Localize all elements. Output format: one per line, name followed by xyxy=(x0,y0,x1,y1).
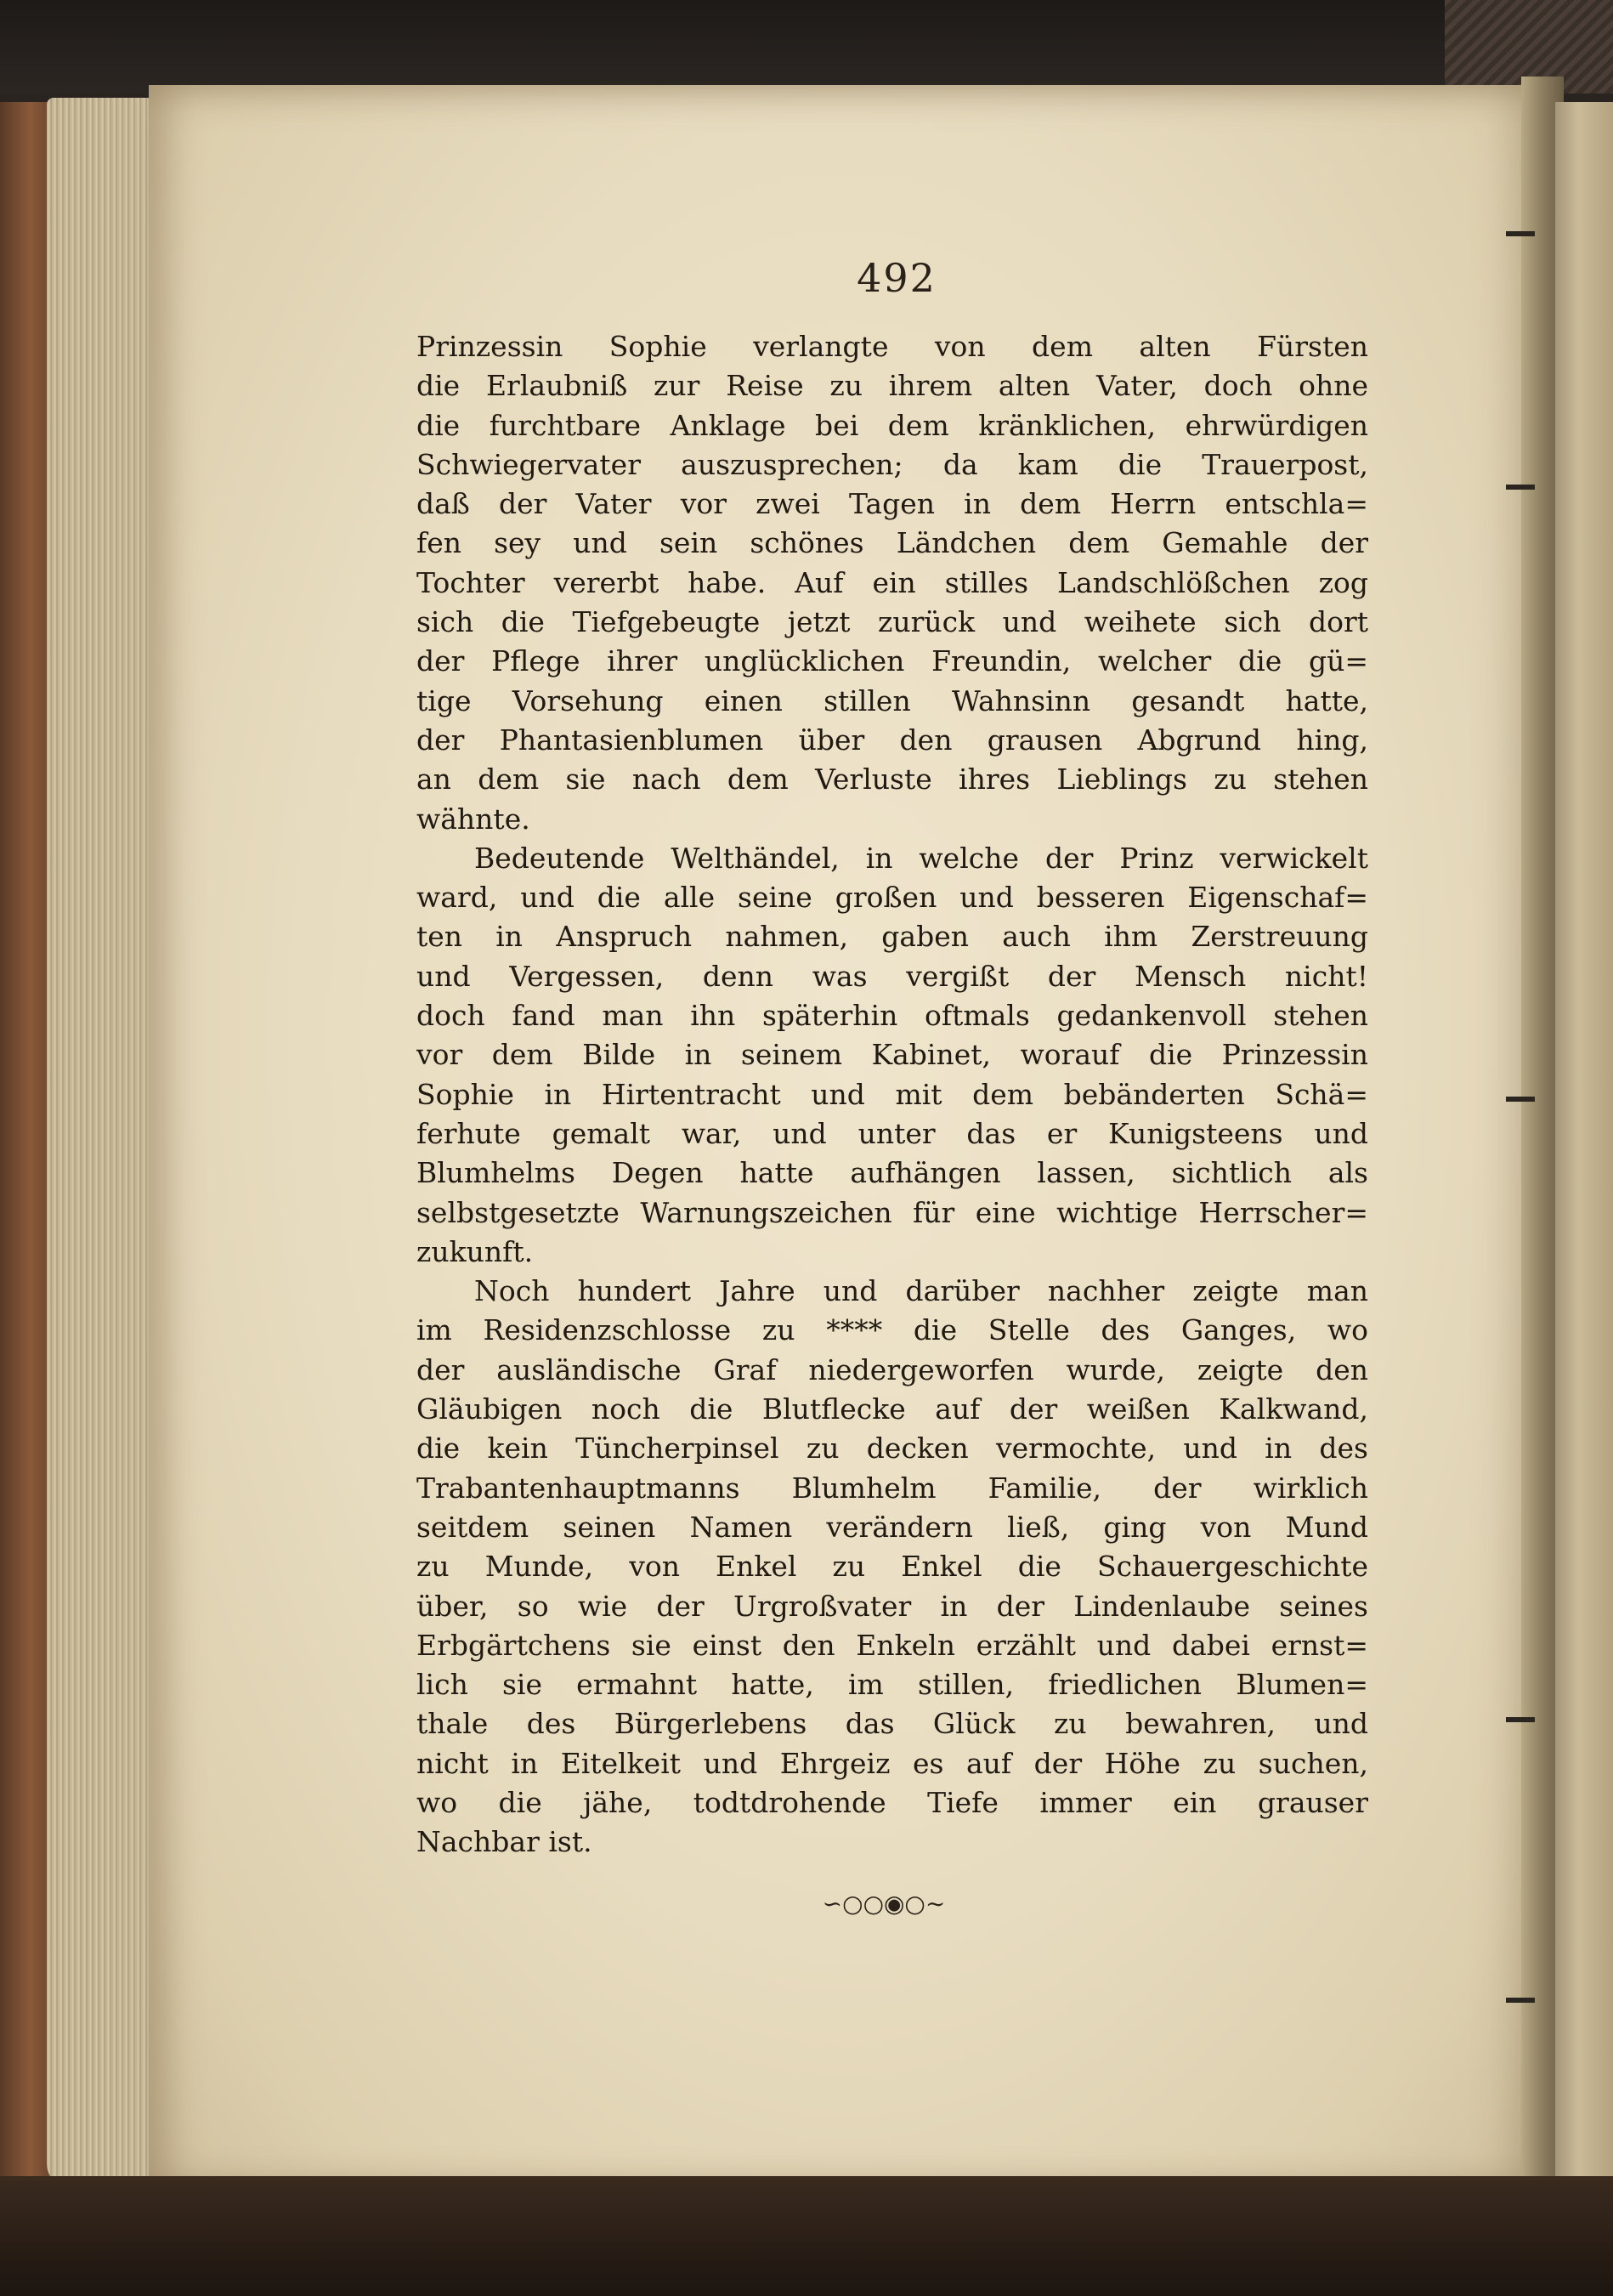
text-line: wo die jähe, todtdrohende Tiefe immer ein grauser xyxy=(416,1785,1368,1819)
text-line: der ausländische Graf niedergeworfen wurde, zeigte den xyxy=(416,1352,1368,1386)
binding-thread xyxy=(1506,231,1535,236)
text-line: die kein Tüncherpinsel zu decken vermochte, und in des xyxy=(416,1431,1368,1465)
binding-thread xyxy=(1506,1717,1535,1722)
text-line: doch fand man ihn späterhin oftmals gedankenvoll stehen xyxy=(416,999,1368,1033)
text-line: Blumhelms Degen hatte aufhängen lassen, sichtlich als xyxy=(416,1156,1368,1190)
background-top xyxy=(0,0,1613,94)
binding-thread xyxy=(1506,1998,1535,2003)
text-line: nicht in Eitelkeit und Ehrgeiz es auf der Höhe zu suchen, xyxy=(416,1746,1368,1780)
body-text xyxy=(416,327,1368,1862)
text-line: thale des Bürgerlebens das Glück zu bewahren, und xyxy=(416,1707,1368,1741)
text-line: der Pflege ihrer unglücklichen Freundin, welcher die gü= xyxy=(416,644,1368,678)
text-line: daß der Vater vor zwei Tagen in dem Herrn entschla= xyxy=(416,487,1368,521)
page-edges xyxy=(47,98,166,2189)
text-line: Noch hundert Jahre und darüber nachher zeigte man xyxy=(474,1274,1368,1308)
text-line: die furchtbare Anklage bei dem kränklichen, ehrwürdigen xyxy=(416,408,1368,442)
text-line: an dem sie nach dem Verluste ihres Lieblings zu stehen xyxy=(416,762,1368,797)
text-line: vor dem Bilde in seinem Kabinet, worauf die Prinzessin xyxy=(416,1038,1368,1072)
text-line: über, so wie der Urgroßvater in der Lindenlaube seines xyxy=(416,1589,1368,1623)
text-line: ten in Anspruch nahmen, gaben auch ihm Zerstreuung xyxy=(416,920,1368,954)
text-line: Sophie in Hirtentracht und mit dem bebänderten Schä= xyxy=(416,1077,1368,1111)
text-line: Trabantenhauptmanns Blumhelm Familie, der wirklich xyxy=(416,1471,1368,1505)
text-line: Nachbar ist. xyxy=(416,1825,592,1859)
text-line: Schwiegervater auszusprechen; da kam die Trauerpost, xyxy=(416,447,1368,481)
text-line: lich sie ermahnt hatte, im stillen, friedlichen Blumen= xyxy=(416,1668,1368,1702)
page-number: 492 xyxy=(857,255,937,301)
facing-page-edge xyxy=(1555,102,1613,2176)
text-line: ferhute gemalt war, und unter das er Kunigsteens und xyxy=(416,1116,1368,1150)
text-line: zukunft. xyxy=(416,1234,534,1268)
text-line: der Phantasienblumen über den grausen Abgrund hing, xyxy=(416,723,1368,757)
text-line: Bedeutende Welthändel, in welche der Prinz verwickelt xyxy=(474,841,1368,875)
text-line: sich die Tiefgebeugte jetzt zurück und weihete sich dort xyxy=(416,605,1368,639)
binding-thread xyxy=(1506,485,1535,490)
text-line: die Erlaubniß zur Reise zu ihrem alten Vater, doch ohne xyxy=(416,369,1368,403)
text-line: tige Vorsehung einen stillen Wahnsinn gesandt hatte, xyxy=(416,683,1368,717)
text-line: zu Munde, von Enkel zu Enkel die Schauergeschichte xyxy=(416,1550,1368,1584)
text-line: ward, und die alle seine großen und besseren Eigenschaf= xyxy=(416,881,1368,915)
text-line: Prinzessin Sophie verlangte von dem alten Fürsten xyxy=(416,330,1368,363)
book-cover-edge xyxy=(0,102,51,2244)
binding-thread xyxy=(1506,1097,1535,1102)
text-line: Tochter vererbt habe. Auf ein stilles Landschlößchen zog xyxy=(416,565,1368,599)
text-line: seitdem seinen Namen verändern ließ, ging von Mund xyxy=(416,1510,1368,1544)
text-line: Erbgärtchens sie einst den Enkeln erzählt und dabei ernst= xyxy=(416,1628,1368,1662)
text-line: im Residenzschlosse zu **** die Stelle des Ganges, wo xyxy=(416,1313,1368,1347)
text-line: Gläubigen noch die Blutflecke auf der weißen Kalkwand, xyxy=(416,1392,1368,1426)
background-bottom xyxy=(0,2176,1613,2296)
text-line: und Vergessen, denn was vergißt der Mensch nicht! xyxy=(416,959,1368,993)
text-line: fen sey und sein schönes Ländchen dem Gemahle der xyxy=(416,526,1368,560)
text-line: wähnte. xyxy=(416,802,530,836)
end-ornament: ∽○○◉○∼ xyxy=(822,1890,946,1918)
text-line: selbstgesetzte Warnungszeichen für eine wichtige Herrscher= xyxy=(416,1195,1368,1229)
